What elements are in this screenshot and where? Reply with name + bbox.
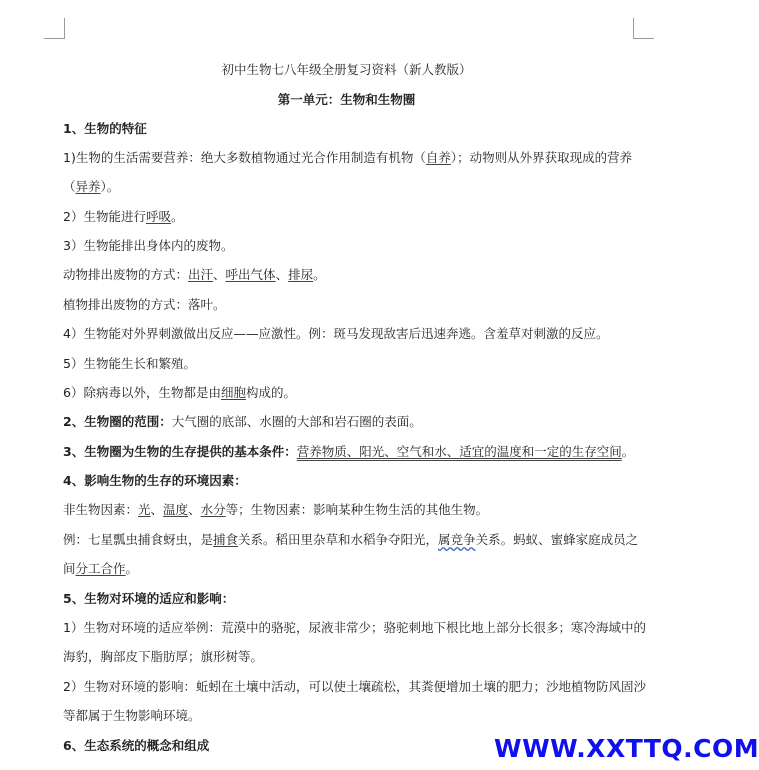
section-2-line: 2、生物圈的范围：大气圈的底部、水圈的大部和岩石圈的表面。 (63, 414, 422, 429)
paragraph-line: 1)生物的生活需要营养：绝大多数植物通过光合作用制造有机物（自养）；动物则从外界获取现成的营养 (63, 150, 633, 165)
section-5-heading: 5、生物对环境的适应和影响： (63, 591, 235, 606)
page-corner-mark-left (44, 18, 65, 39)
paragraph-line: 2）生物对环境的影响：蚯蚓在土壤中活动，可以使土壤疏松，其粪便增加土壤的肥力；沙地植物防风固沙 (63, 679, 646, 694)
page-corner-mark-right (633, 18, 654, 39)
section-4-heading: 4、影响生物的生存的环境因素： (63, 473, 247, 488)
unit-heading: 第一单元：生物和生物圈 (277, 92, 416, 107)
section-3-line: 3、生物圈为生物的生存提供的基本条件：营养物质、阳光、空气和水、适宜的温度和一定的生存空间。 (63, 444, 635, 459)
paragraph-line: 等都属于生物影响环境。 (63, 708, 201, 723)
section-2-heading: 2、生物圈的范围： (63, 414, 172, 429)
paragraph-line: 2）生物能进行呼吸。 (63, 209, 184, 224)
paragraph-line: 间分工合作。 (63, 561, 139, 576)
paragraph-line: （异养）。 (63, 179, 120, 194)
paragraph-line: 4）生物能对外界刺激做出反应——应激性。例：斑马发现敌害后迅速奔逃。含羞草对刺激的反应。 (63, 326, 609, 341)
paragraph-line: 5）生物能生长和繁殖。 (63, 356, 196, 371)
paragraph-line: 1）生物对环境的适应举例：荒漠中的骆驼，尿液非常少；骆驼刺地下根比地上部分长很多；寒冷海域中的 (63, 620, 646, 635)
site-watermark: WWW.XXTTQ.COM (494, 734, 759, 763)
section-3-heading: 3、生物圈为生物的生存提供的基本条件： (63, 444, 297, 459)
paragraph-line: 例：七星瓢虫捕食蚜虫，是捕食关系。稻田里杂草和水稻争夺阳光，属竞争关系。蚂蚁、蜜蜂家庭成员之 (63, 532, 639, 547)
paragraph-line: 非生物因素：光、温度、水分等；生物因素：影响某种生物生活的其他生物。 (63, 502, 489, 517)
paragraph-line: 植物排出废物的方式：落叶。 (63, 297, 226, 312)
paragraph-line: 6）除病毒以外，生物都是由细胞构成的。 (63, 385, 296, 400)
paragraph-line: 动物排出废物的方式：出汗、呼出气体、排尿。 (63, 267, 326, 282)
section-6-heading: 6、生态系统的概念和组成 (63, 738, 210, 753)
paragraph-line: 海豹，胸部皮下脂肪厚；旗形树等。 (63, 649, 264, 664)
document-title: 初中生物七八年级全册复习资料（新人教版） (221, 62, 472, 77)
paragraph-line: 3）生物能排出身体内的废物。 (63, 238, 234, 253)
section-1-heading: 1、生物的特征 (63, 121, 147, 136)
